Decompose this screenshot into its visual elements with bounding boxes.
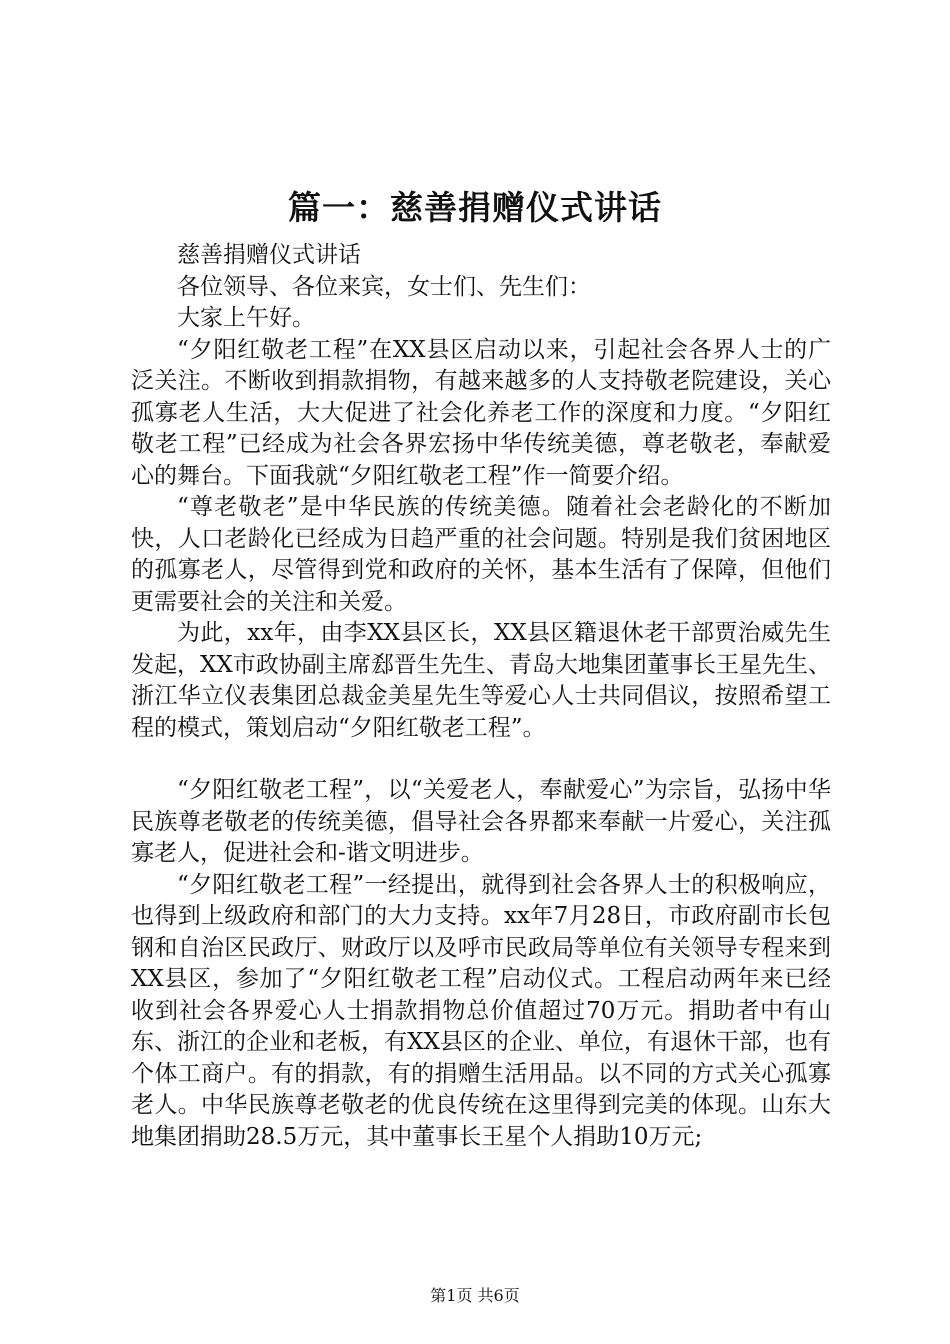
paragraph-tradition: “尊老敬老”是中华民族的传统美德。随着社会老龄化的不断加快，人口老龄化已经成为日趋严重的社会问题。特别是我们贫困地区的孤寡老人，尽管得到党和政府的关怀，基本生活有了保障，但他们更需要社会的关注和关爱。 [131,494,831,615]
paragraph-salutation: 各位领导、各位来宾，女士们、先生们： [177,273,591,300]
paragraph-response: “夕阳红敬老工程”一经提出，就得到社会各界人士的积极响应，也得到上级政府和部门的大力支持。xx年7月28日，市政府副市长包钢和自治区民政厅、财政厅以及呼市民政局等单位有关领导专程来到XX县区，参加了“夕阳红敬老工程”启动仪式。工程启动两年来已经收到社会各界爱心人士捐款捐物总价值超过70万元。捐助者中有山东、浙江的企业和老板，有XX县区的企业、单位，有退休干部，也有个体工商户。有的捐款，有的捐赠生活用品。以不同的方式关心孤寡老人。中华民族尊老敬老的优良传统在这里得到完美的体现。山东大地集团捐助28.5万元，其中董事长王星个人捐助10万元; [131,871,831,1150]
paragraph-purpose: “夕阳红敬老工程”，以“关爱老人，奉献爱心”为宗旨，弘扬中华民族尊老敬老的传统美德，倡导社会各界都来奉献一片爱心，关注孤寡老人，促进社会和-谐文明进步。 [131,777,831,866]
document-body [131,240,831,1153]
paragraph-origin: 为此，xx年，由李XX县区长，XX县区籍退休老干部贾治威先生发起，XX市政协副主席郄晋生先生、青岛大地集团董事长王星先生、浙江华立仪表集团总裁金美星先生等爱心人士共同倡议，按照希望工程的模式，策划启动“夕阳红敬老工程”。 [131,620,831,741]
page-footer: 第1页 共6页 [430,1286,520,1305]
paragraph-subtitle: 慈善捐赠仪式讲话 [177,242,361,268]
paragraph-intro: “夕阳红敬老工程”在XX县区启动以来，引起社会各界人士的广泛关注。不断收到捐款捐物，有越来越多的人支持敬老院建设，关心孤寡老人生活，大大促进了社会化养老工作的深度和力度。“夕阳红敬老工程”已经成为社会各界宏扬中华传统美德，尊老敬老，奉献爱心的舞台。下面我就“夕阳红敬老工程”作一简要介绍。 [131,336,831,489]
document-title: 篇一：慈善捐赠仪式讲话 [288,188,662,227]
paragraph-greeting: 大家上午好。 [177,305,315,331]
